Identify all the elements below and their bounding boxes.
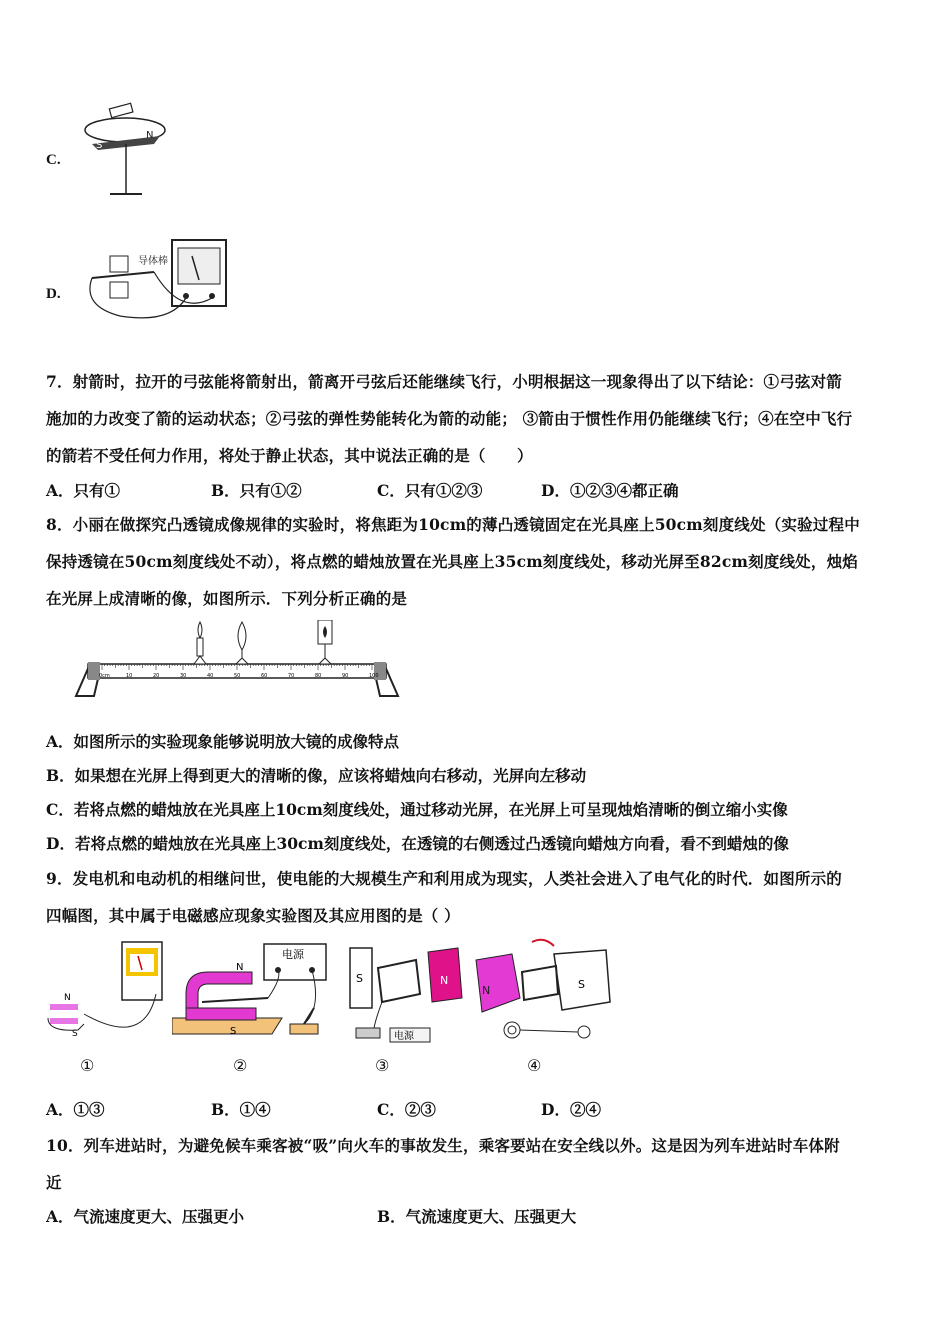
figure-3-induction-frame xyxy=(346,938,470,1048)
ruler-tick-label: 40 xyxy=(207,673,214,679)
ruler-tick-label: 70 xyxy=(288,673,295,679)
figure-4-label: ④ xyxy=(527,1056,542,1075)
svg-text:N: N xyxy=(64,993,71,1003)
svg-text:N: N xyxy=(146,130,154,141)
q7-option-b[interactable]: B．只有①② xyxy=(211,481,302,500)
option-c-label: C. xyxy=(46,152,61,168)
svg-text:S: S xyxy=(578,978,585,991)
svg-text:N: N xyxy=(236,962,244,973)
q9-stem-line-2: 四幅图，其中属于电磁感应现象实验图及其应用图的是（ ） xyxy=(46,906,460,925)
figure-3-label: ③ xyxy=(375,1056,390,1075)
ruler-tick-label: 50 xyxy=(234,673,241,679)
q8-stem-line-2: 保持透镜在50cm刻度线处不动），将点燃的蜡烛放置在光具座上35cm刻度线处，移动光屏至82cm刻度线处，烛焰 xyxy=(46,552,858,571)
q7-option-c[interactable]: C．只有①②③ xyxy=(377,481,483,500)
svg-text:S: S xyxy=(356,972,363,985)
figure-2-label: ② xyxy=(233,1056,248,1075)
ruler-tick-label: 90 xyxy=(342,673,349,679)
q9-option-a[interactable]: A．①③ xyxy=(46,1100,105,1119)
q8-stem-line-1: 8．小丽在做探究凸透镜成像规律的实验时，将焦距为10cm的薄凸透镜固定在光具座上50cm刻度线处（实验过程中 xyxy=(46,515,860,534)
q9-option-b[interactable]: B．①④ xyxy=(211,1100,271,1119)
q8-option-d[interactable]: D．若将点燃的蜡烛放在光具座上30cm刻度线处，在透镜的右侧透过凸透镜向蜡烛方向看，看不到蜡烛的像 xyxy=(46,834,789,853)
q8-option-a[interactable]: A．如图所示的实验现象能够说明放大镜的成像特点 xyxy=(46,732,400,751)
ruler-tick-label: 60 xyxy=(261,673,268,679)
convex-lens xyxy=(236,622,248,664)
optical-bench-figure xyxy=(72,620,412,700)
induction-galvanometer-figure xyxy=(80,236,230,328)
figure-1-label: ① xyxy=(80,1056,95,1075)
figure-2-power-label: 电源 xyxy=(282,948,304,961)
ruler-tick-label: 20 xyxy=(153,673,160,679)
q7-stem-line-3: 的箭若不受任何力作用，将处于静止状态，其中说法正确的是（ ） xyxy=(46,446,533,465)
figure-2-motor-setup xyxy=(172,938,342,1048)
q10-stem-line-2: 近 xyxy=(46,1173,62,1192)
q9-option-d[interactable]: D．②④ xyxy=(541,1100,601,1119)
ruler-tick-label: 30 xyxy=(180,673,187,679)
q7-stem-line-1: 7．射箭时，拉开的弓弦能将箭射出，箭离开弓弦后还能继续飞行，小明根据这一现象得出了以下结论：①弓弦对箭 xyxy=(46,372,842,391)
svg-text:S: S xyxy=(72,1029,78,1039)
q8-option-b[interactable]: B．如果想在光屏上得到更大的清晰的像，应该将蜡烛向右移动，光屏向左移动 xyxy=(46,766,587,785)
q9-option-c[interactable]: C．②③ xyxy=(377,1100,436,1119)
q7-option-d[interactable]: D．①②③④都正确 xyxy=(541,481,679,500)
svg-text:S: S xyxy=(96,140,103,151)
figure-4-generator-model xyxy=(472,938,622,1048)
svg-text:N: N xyxy=(440,974,449,987)
q10-option-a[interactable]: A．气流速度更大、压强更小 xyxy=(46,1207,245,1226)
q7-option-a[interactable]: A．只有① xyxy=(46,481,121,500)
ruler-tick-label: 10 xyxy=(126,673,133,679)
conductor-rod-caption: 导体棒 xyxy=(138,256,168,267)
q7-stem-line-2: 施加的力改变了箭的运动状态；②弓弦的弹性势能转化为箭的动能； ③箭由于惯性作用仍能继续飞行；④在空中飞行 xyxy=(46,409,853,428)
compass-needle-figure xyxy=(80,98,170,206)
option-d-label: D. xyxy=(46,286,61,302)
q8-option-c[interactable]: C．若将点燃的蜡烛放在光具座上10cm刻度线处，通过移动光屏，在光屏上可呈现烛焰清晰的倒立缩小实像 xyxy=(46,800,788,819)
ruler-tick-label: 100 xyxy=(369,673,379,679)
q10-stem-line-1: 10．列车进站时，为避免候车乘客被“吸”向火车的事故发生，乘客要站在安全线以外。这是因为列车进站时车体附 xyxy=(46,1136,840,1155)
figure-3-power-label: 电源 xyxy=(394,1031,414,1042)
q10-option-b[interactable]: B．气流速度更大、压强更大 xyxy=(377,1207,577,1226)
figure-1-generator-galvanometer xyxy=(44,938,164,1048)
q9-stem-line-1: 9．发电机和电动机的相继问世，使电能的大规模生产和利用成为现实，人类社会进入了电气化的时代．如图所示的 xyxy=(46,869,842,888)
candle xyxy=(194,622,206,664)
svg-text:S: S xyxy=(230,1026,237,1037)
ruler-tick-label: 0cm xyxy=(99,673,110,679)
q8-stem-line-3: 在光屏上成清晰的像，如图所示．下列分析正确的是 xyxy=(46,589,408,608)
svg-text:N: N xyxy=(482,984,491,997)
light-screen xyxy=(318,620,332,664)
ruler-tick-label: 80 xyxy=(315,673,322,679)
